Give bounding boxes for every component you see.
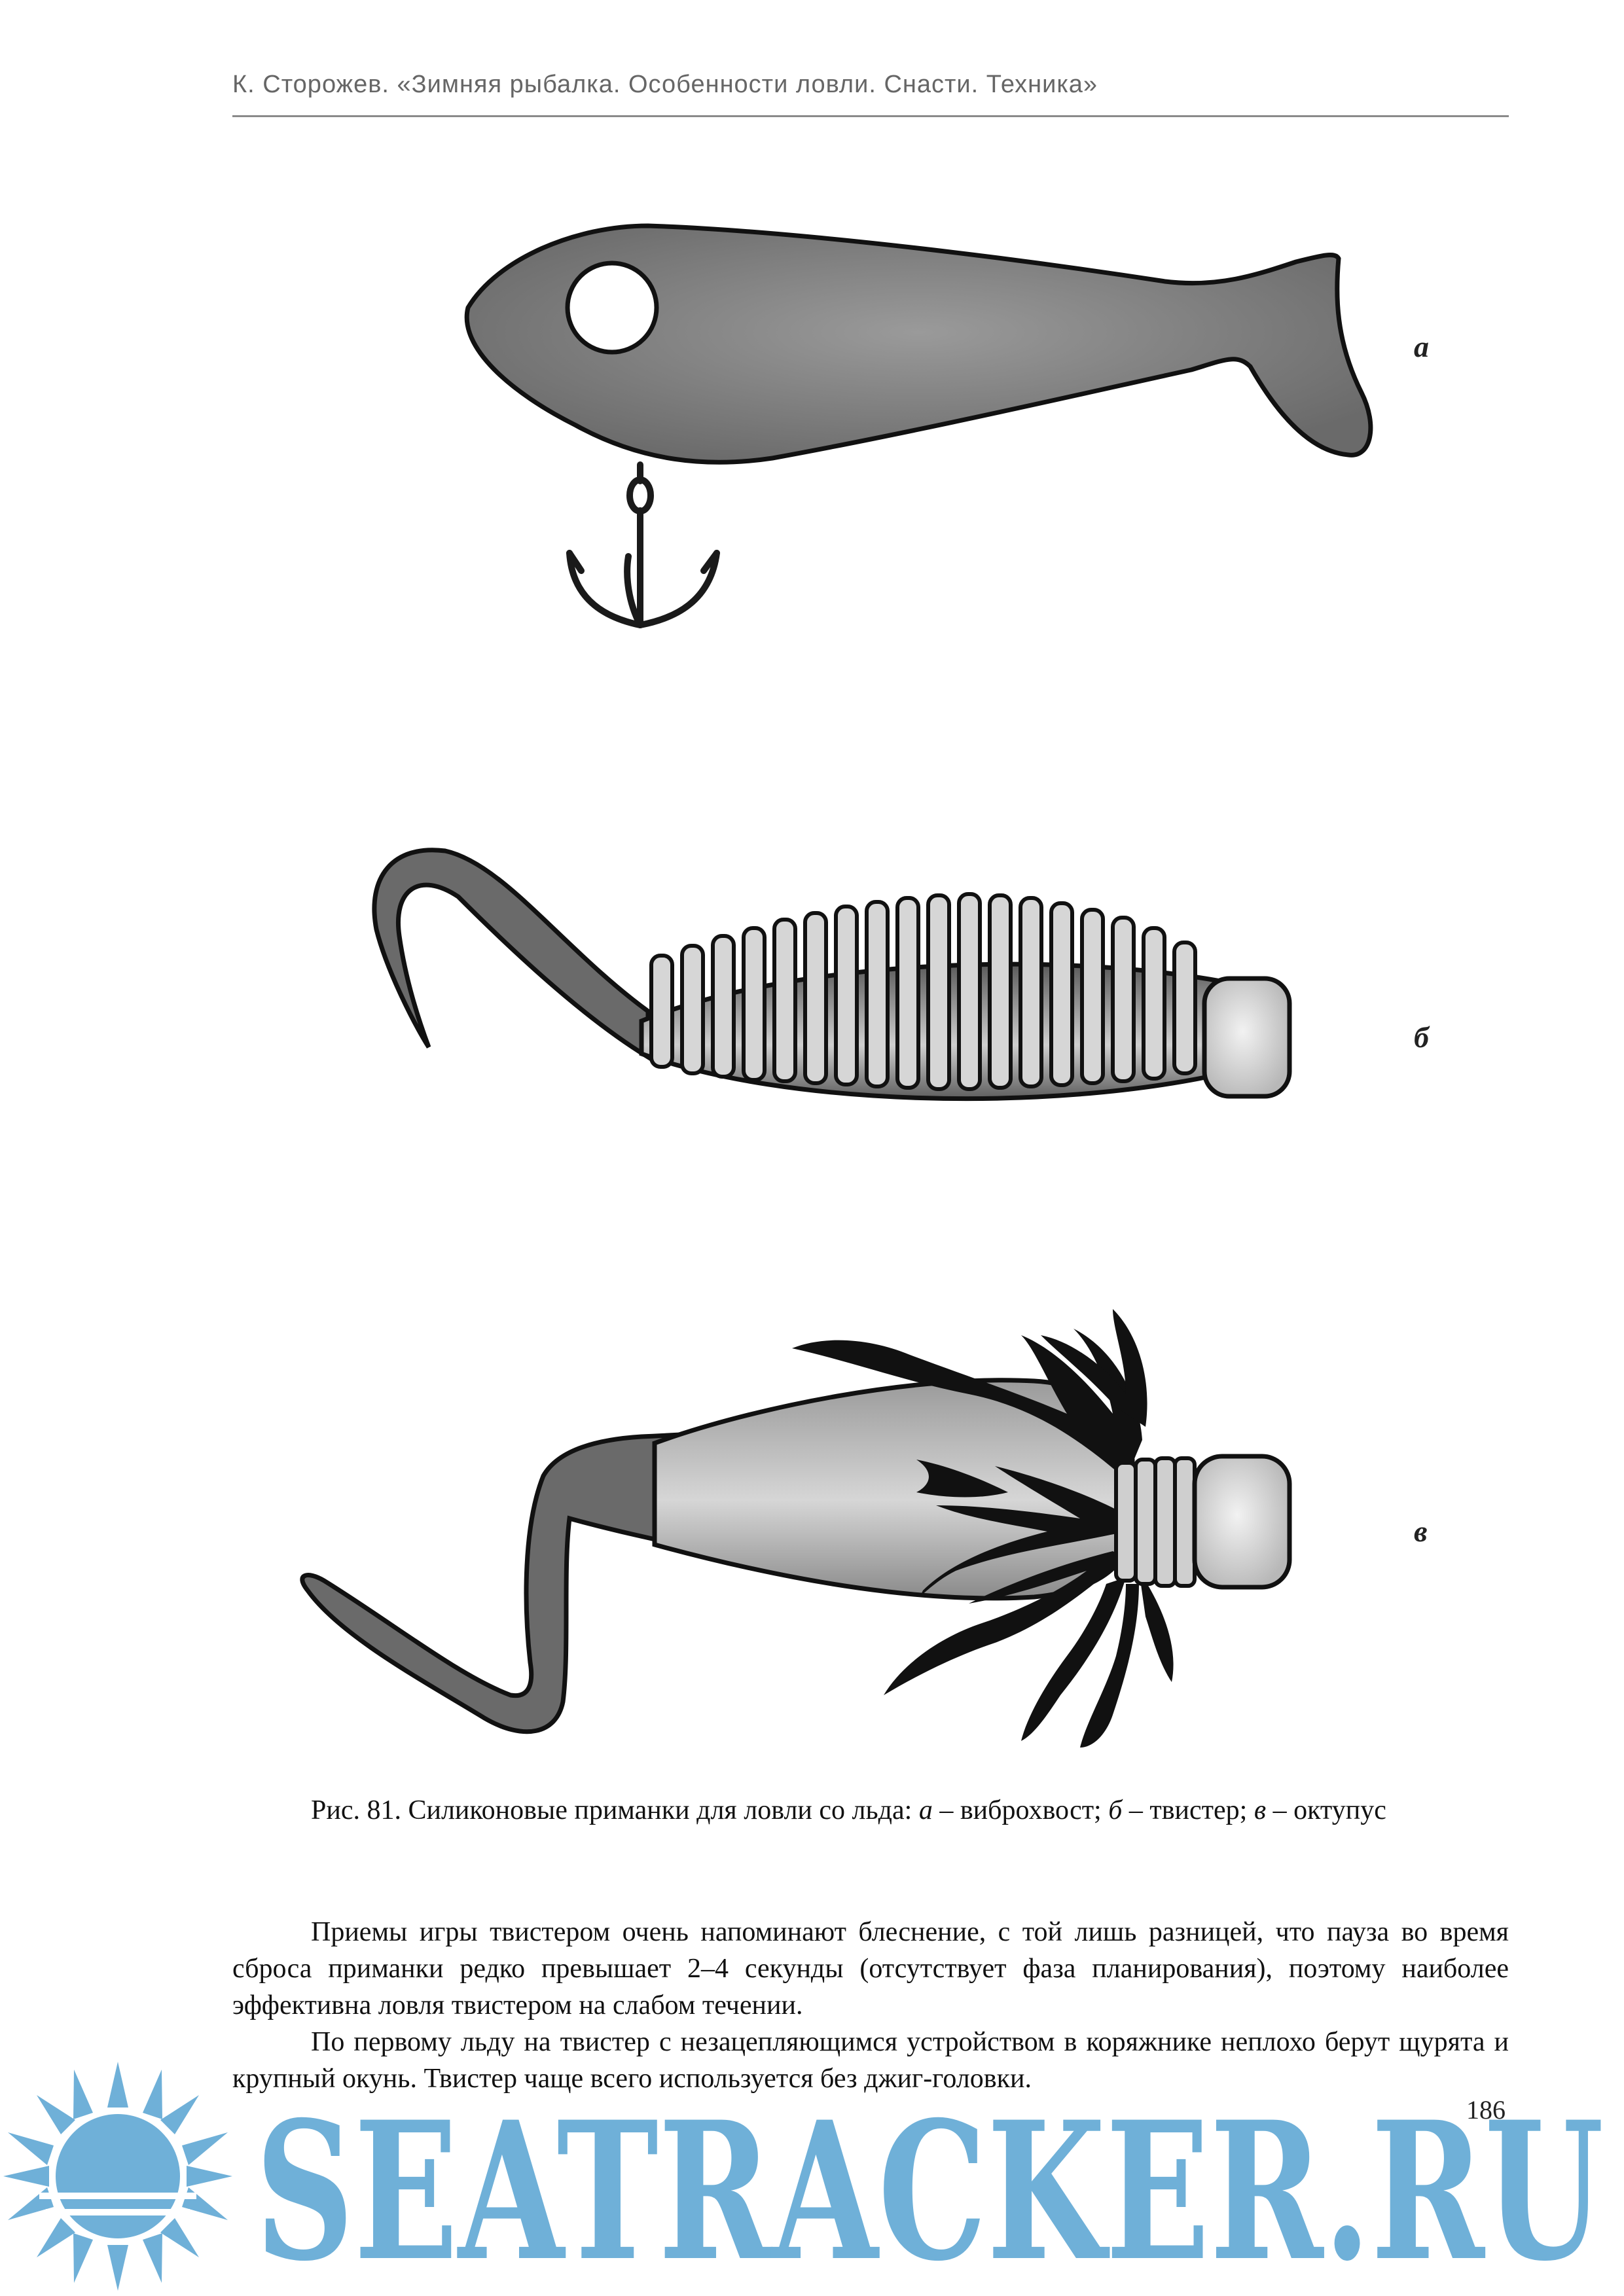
caption-letter-a: а xyxy=(918,1795,933,1825)
paragraph-2: По первому льду на твистер с незацепляющимся устройством в коряжнике неплохо берут щурята и крупный окунь. Твистер чаще всего используется без джиг-головки. xyxy=(232,2027,1509,2094)
figure-label-a: а xyxy=(1414,330,1429,363)
paragraph-1: Приемы игры твистером очень напоминают блеснение, с той лишь разницей, что пауза во время сброса приманки редко превышает 2–4 секунды (отсутствует фаза планирования), поэтому наиболее эффективна ловля твистером на слабом течении. xyxy=(232,1917,1509,2020)
caption-letter-v: в xyxy=(1254,1795,1267,1825)
vibrotail-eye xyxy=(568,263,657,352)
twister-tail xyxy=(374,850,648,1057)
figure-label-b: б xyxy=(1414,1020,1429,1054)
twister-head xyxy=(1204,978,1290,1096)
caption-text-b: – твистер; xyxy=(1128,1795,1248,1825)
octopus-collar xyxy=(1116,1458,1195,1586)
twister-lure xyxy=(374,850,1290,1099)
sun-icon xyxy=(3,2062,232,2291)
watermark-text: SEATRACKER.RU xyxy=(255,2081,1604,2296)
vibrotail-lure xyxy=(467,226,1371,625)
caption-prefix: Рис. 81. Силиконовые приманки для ловли со льда: xyxy=(311,1795,912,1825)
running-header: К. Сторожев. «Зимняя рыбалка. Особенности ловли. Снасти. Техника» xyxy=(232,71,1098,98)
octopus-head xyxy=(1195,1456,1290,1587)
caption-text-v: – октупус xyxy=(1272,1795,1386,1825)
caption-letter-b: б xyxy=(1108,1795,1123,1825)
treble-hook xyxy=(569,465,717,625)
page-number: 186 xyxy=(1466,2095,1506,2125)
octopus-lure xyxy=(302,1309,1290,1748)
caption-text-a: – виброхвост; xyxy=(939,1795,1102,1825)
figure-label-v: в xyxy=(1414,1515,1428,1548)
watermark xyxy=(0,2062,1624,2296)
figure-caption xyxy=(232,1792,1509,1829)
